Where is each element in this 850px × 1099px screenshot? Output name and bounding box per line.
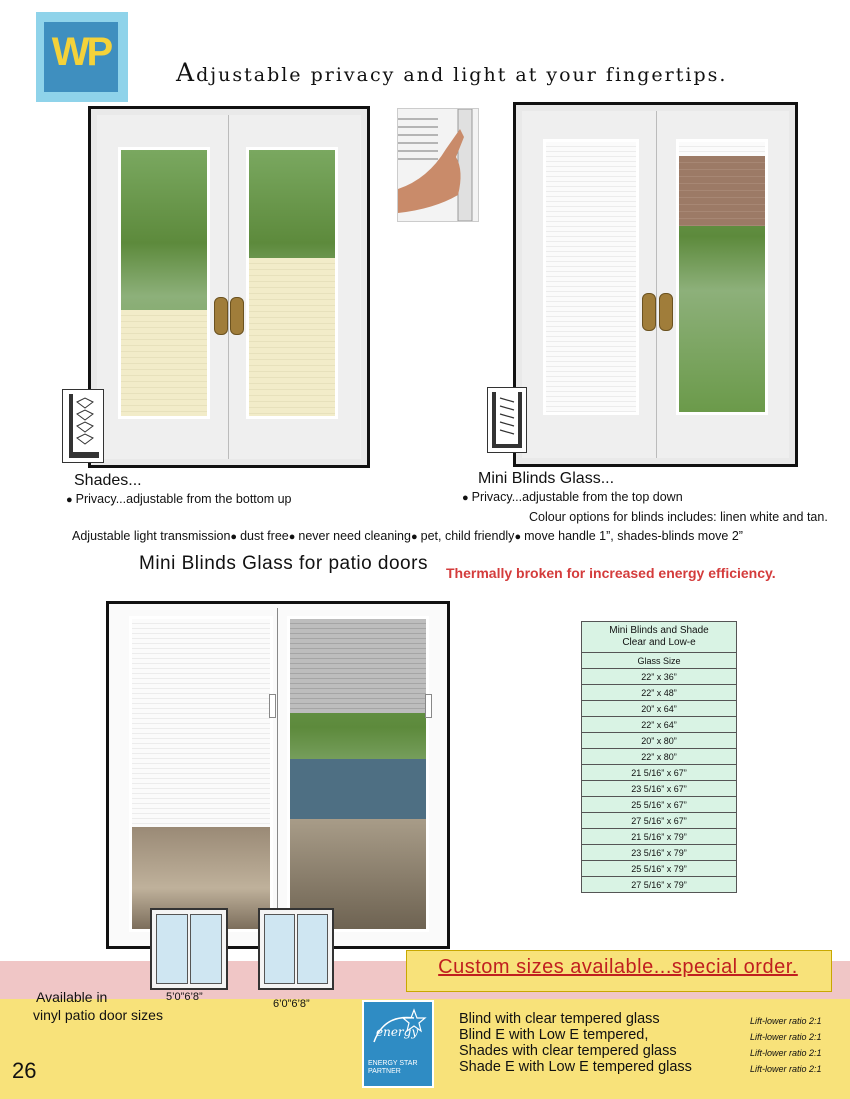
shade-panel [249,258,335,416]
table-row: 20” x 64” [582,701,737,717]
shades-door-photo [88,106,370,468]
mini-blinds-privacy-text: Privacy...adjustable from the top down [471,490,683,504]
energy-star-line2: PARTNER [368,1068,401,1075]
table-header [582,622,737,653]
shade-panel [121,310,207,416]
available-line1: Available in [36,989,108,1005]
table-row: 22” x 36” [582,669,737,685]
patio-door-photo [106,601,450,949]
headline-initial: A [176,58,197,87]
door-handle [642,293,656,331]
table-row: 25 5/16” x 67” [582,797,737,813]
blind-left-pane [543,139,639,415]
table-row: 25 5/16” x 79” [582,861,737,877]
logo-text: WP [51,30,111,74]
feature-item: Adjustable light transmission [72,529,231,543]
option-2-ratio: Lift-lower ratio 2:1 [750,1032,822,1042]
size-label-6-0: 6’0”6’8” [273,998,310,1010]
feature-item: dust free [240,529,289,543]
bullet-icon: ● [288,531,296,543]
page-number: 26 [12,1058,37,1083]
patio-left-pane [129,616,273,932]
mini-blinds-title: Mini Blinds Glass... [478,470,615,487]
energy-star-text [368,1060,418,1076]
shade-profile-diagram [62,389,104,463]
hand-on-handle-photo [397,108,479,222]
table-row: 22” x 64” [582,717,737,733]
patio-right-pane [287,616,429,932]
option-3-label: Shades with clear tempered glass [459,1043,677,1059]
table-row: 23 5/16” x 67” [582,781,737,797]
table-header-line1: Mini Blinds and Shade [609,625,709,636]
energy-star-logo [362,1000,434,1088]
patio-door-5-0-icon [150,908,228,990]
table-row: 23 5/16” x 79” [582,845,737,861]
patio-handle [425,694,432,718]
option-4-ratio: Lift-lower ratio 2:1 [750,1064,822,1074]
table-col-header: Glass Size [582,653,737,669]
mini-blinds-door-photo [513,102,798,467]
features-line [72,529,743,543]
option-1-label: Blind with clear tempered glass [459,1011,660,1027]
shades-right-pane [246,147,338,419]
bullet-icon: ● [514,531,522,543]
mini-blinds-privacy-line [462,490,683,504]
option-3-ratio: Lift-lower ratio 2:1 [750,1048,822,1058]
table-row: 22” x 80” [582,749,737,765]
blind-right-pane [676,139,768,415]
option-2-label: Blind E with Low E tempered, [459,1027,649,1043]
energy-star-icon [364,1002,432,1058]
table-row: 27 5/16” x 79” [582,877,737,893]
option-4-label: Shade E with Low E tempered glass [459,1059,692,1075]
table-row: 27 5/16” x 67” [582,813,737,829]
available-line2: vinyl patio door sizes [33,1007,163,1023]
feature-item: move handle 1”, shades-blinds move 2” [524,529,743,543]
table-row: 22” x 48” [582,685,737,701]
page-headline [176,58,727,87]
door-handle [214,297,228,335]
patio-section-title: Mini Blinds Glass for patio doors [139,553,428,574]
size-label-5-0: 5’0”6’8” [166,991,203,1003]
option-1-ratio: Lift-lower ratio 2:1 [750,1016,822,1026]
table-header-line2: Clear and Low-e [622,637,696,648]
shades-left-pane [118,147,210,419]
table-row: 21 5/16” x 79” [582,829,737,845]
colour-options-line: Colour options for blinds includes: linen white and tan. [529,510,828,524]
patio-handle [269,694,276,718]
door-handle [230,297,244,335]
feature-item: pet, child friendly [420,529,515,543]
custom-sizes-text: Custom sizes available...special order. [438,956,798,978]
bullet-icon: ● [462,492,469,504]
patio-door-6-0-icon [258,908,334,990]
bullet-icon: ● [230,531,238,543]
headline-rest: djustable privacy and light at your fingertips. [196,64,728,86]
door-handle [659,293,673,331]
energy-star-line1: ENERGY STAR [368,1060,418,1067]
bullet-icon: ● [66,494,73,506]
table-row: 21 5/16” x 67” [582,765,737,781]
bullet-icon: ● [410,531,418,543]
thermal-note: Thermally broken for increased energy efficiency. [446,565,776,581]
shades-title: Shades... [74,472,142,489]
glass-size-table [581,621,737,893]
shades-privacy-line [66,492,292,506]
blind-profile-diagram [487,387,527,453]
shades-privacy-text: Privacy...adjustable from the bottom up [75,492,292,506]
table-row: 20” x 80” [582,733,737,749]
feature-item: never need cleaning [298,529,411,543]
energy-script: energy [376,1025,419,1039]
